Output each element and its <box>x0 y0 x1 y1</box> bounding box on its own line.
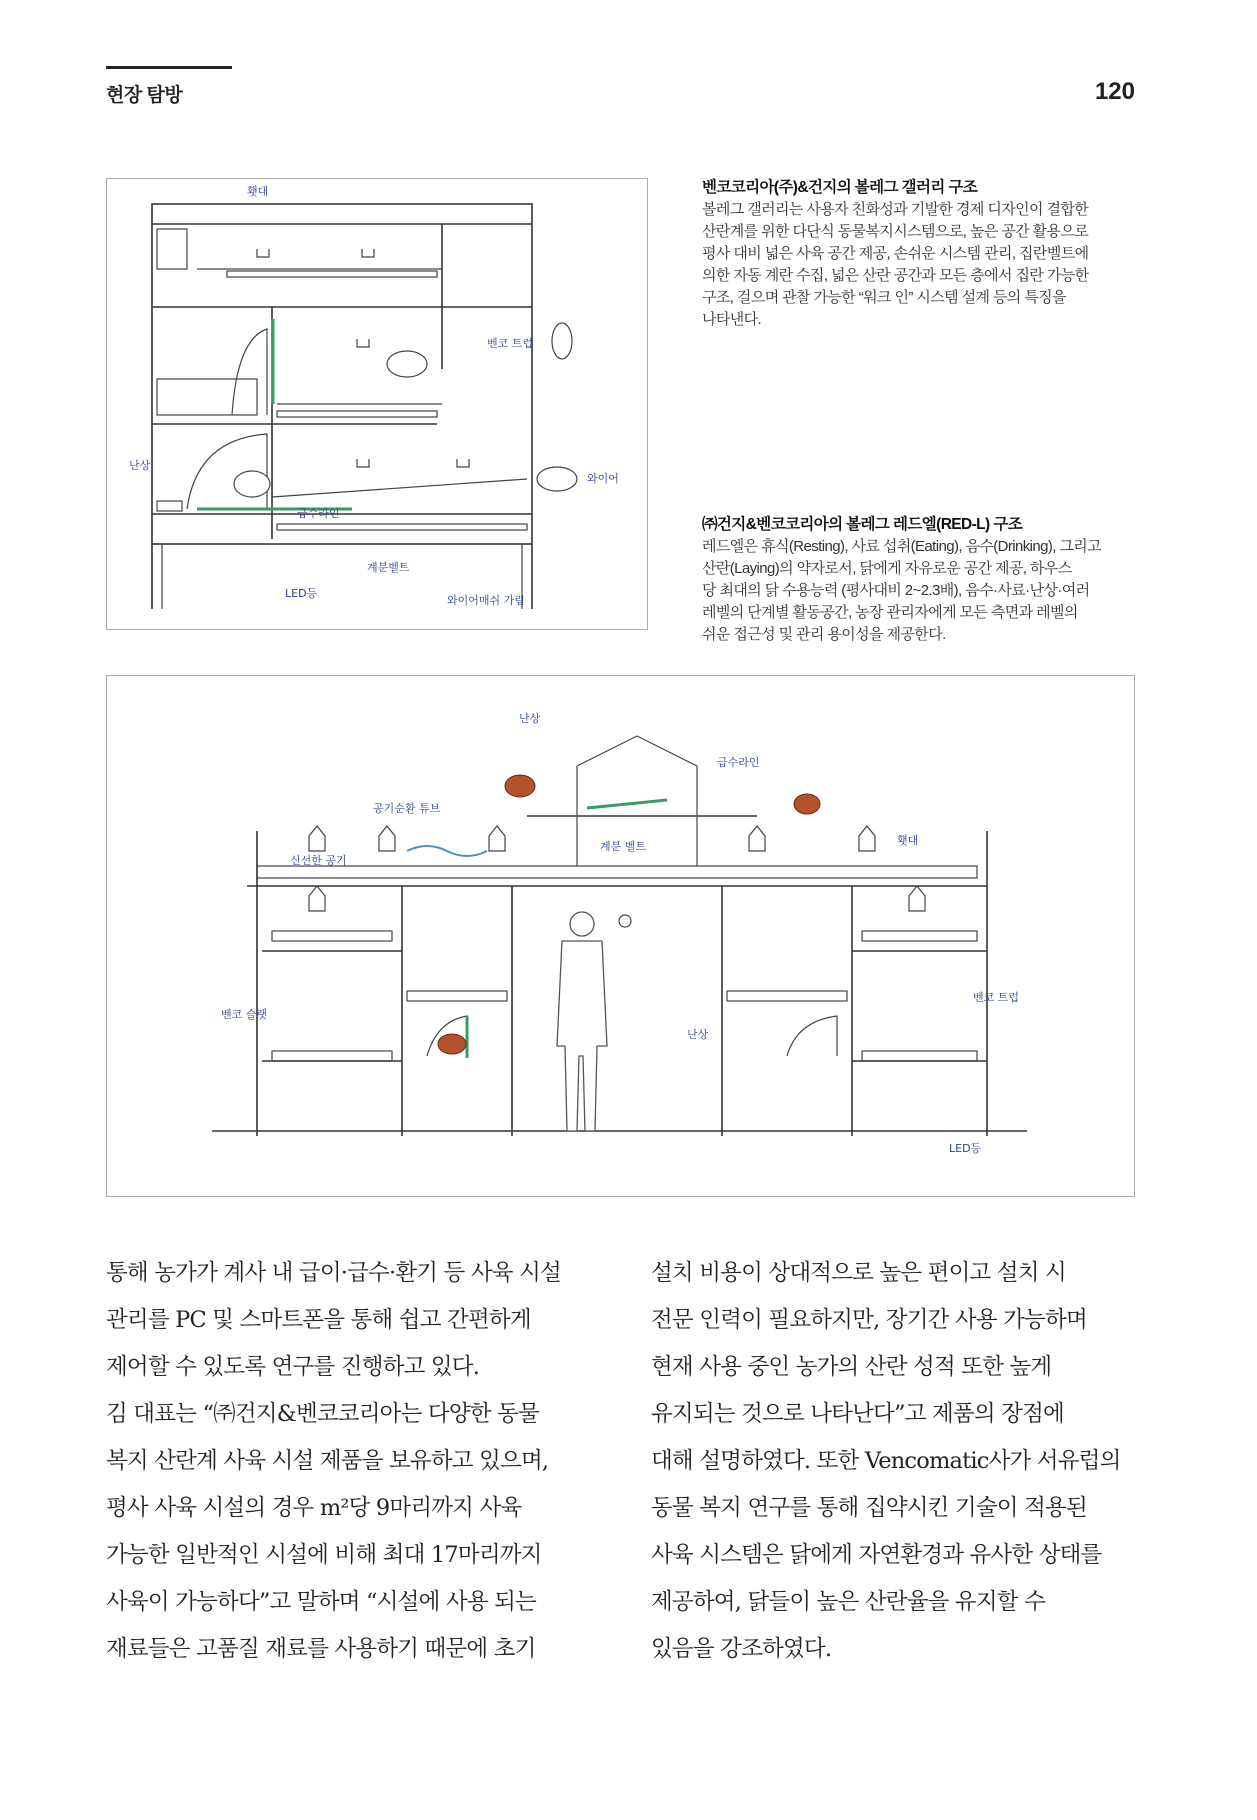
label-led: LED등 <box>285 587 318 600</box>
label-air-tube: 공기순환 튜브 <box>373 802 441 815</box>
caption-line: 산란(Laying)의 약자로서, 닭에게 자유로운 공간 제공, 하우스 <box>702 560 1072 577</box>
label-trough: 벤코 트럽 <box>487 337 534 350</box>
body-line: 제어할 수 있도록 연구를 진행하고 있다. <box>106 1354 480 1380</box>
label-manure-belt: 계분 벨트 <box>600 840 647 853</box>
caption-line: 평사 대비 넓은 사육 공간 제공, 손쉬운 시스템 관리, 집란벨트에 <box>702 245 1089 262</box>
body-line: 있음을 강조하였다. <box>651 1636 832 1662</box>
body-column-left <box>106 1250 626 1673</box>
body-line: 재료들은 고품질 재료를 사용하기 때문에 초기 <box>106 1636 536 1662</box>
caption-line: 산란계를 위한 다단식 동물복지시스템으로, 높은 공간 활용으로 <box>702 223 1089 240</box>
body-line: 설치 비용이 상대적으로 높은 편이고 설치 시 <box>651 1260 1066 1286</box>
label-nest-top: 난상 <box>519 712 541 725</box>
caption-line: 레드엘은 휴식(Resting), 사료 섭취(Eating), 음수(Drinking), 그리고 <box>702 538 1102 555</box>
redl-structure-drawing <box>107 676 1134 1196</box>
label-trough: 벤코 트럽 <box>973 991 1020 1004</box>
caption-line: 볼레그 갤러리는 사용자 친화성과 기발한 경제 디자인이 결합한 <box>702 201 1089 218</box>
body-line: 현재 사용 중인 농가의 산란 성적 또한 높게 <box>651 1354 1052 1380</box>
label-wire: 와이어 <box>587 472 619 485</box>
label-perch: 횃대 <box>897 834 919 847</box>
body-line: 평사 사육 시설의 경우 m²당 9마리까지 사육 <box>106 1495 522 1521</box>
figure-gallery-diagram <box>106 178 648 630</box>
page-number: 120 <box>1094 78 1135 105</box>
section-title: 현장 탐방 <box>106 85 183 106</box>
body-line: 가능한 일반적인 시설에 비해 최대 17마리까지 <box>106 1542 542 1568</box>
body-line: 김 대표는 “㈜건지&벤코코리아는 다양한 동물 <box>106 1401 539 1427</box>
label-water-line: 급수라인 <box>297 507 340 520</box>
body-line: 통해 농가가 계사 내 급이·급수·환기 등 사육 시설 <box>106 1260 561 1286</box>
body-line: 제공하여, 닭들이 높은 산란율을 유지할 수 <box>651 1589 1046 1615</box>
label-led: LED등 <box>949 1142 982 1155</box>
body-line: 사육이 가능하다”고 말하며 “시설에 사용 되는 <box>106 1589 536 1615</box>
body-line: 유지되는 것으로 나타난다”고 제품의 장점에 <box>651 1401 1064 1427</box>
gallery-structure-drawing <box>107 179 647 629</box>
caption-gallery-title: 벤코코리아(주)&건지의 볼레그 갤러리 구조 <box>702 179 978 196</box>
body-column-right <box>651 1250 1151 1673</box>
caption-line: 의한 자동 계란 수집, 넓은 산란 공간과 모든 층에서 집란 가능한 <box>702 267 1089 284</box>
caption-redl <box>702 514 1142 646</box>
caption-line: 쉬운 접근성 및 관리 용이성을 제공한다. <box>702 626 946 643</box>
body-line: 관리를 PC 및 스마트폰을 통해 쉽고 간편하게 <box>106 1307 531 1333</box>
label-perch: 횃대 <box>247 185 269 198</box>
body-line: 사육 시스템은 닭에게 자연환경과 유사한 상태를 <box>651 1542 1102 1568</box>
caption-line: 나타낸다. <box>702 311 762 328</box>
header-rule <box>106 66 232 69</box>
label-nest: 난상 <box>129 459 151 472</box>
caption-line: 구조, 걸으며 관찰 가능한 “워크 인” 시스템 설계 등의 특징을 <box>702 289 1066 306</box>
label-wire-mesh: 와이어매쉬 가림 <box>447 594 525 607</box>
body-line: 전문 인력이 필요하지만, 장기간 사용 가능하며 <box>651 1307 1087 1333</box>
caption-line: 레벨의 단계별 활동공간, 농장 관리자에게 모든 측면과 레벨의 <box>702 604 1078 621</box>
caption-redl-title: ㈜건지&벤코코리아의 볼레그 레드엘(RED-L) 구조 <box>702 516 1023 533</box>
caption-line: 당 최대의 닭 수용능력 (평사대비 2~2.3배), 음수·사료·난상·여러 <box>702 582 1090 599</box>
caption-gallery <box>702 177 1142 331</box>
body-line: 동물 복지 연구를 통해 집약시킨 기술이 적용된 <box>651 1495 1087 1521</box>
label-slat: 벤코 슬랫 <box>221 1008 268 1021</box>
label-nest-bottom: 난상 <box>687 1028 709 1041</box>
label-fresh-air: 신선한 공기 <box>290 854 347 867</box>
figure-redl-diagram <box>106 675 1135 1197</box>
body-line: 대해 설명하였다. 또한 Vencomatic사가 서유럽의 <box>651 1448 1121 1474</box>
label-water-line: 급수라인 <box>717 756 760 769</box>
body-line: 복지 산란계 사육 시설 제품을 보유하고 있으며, <box>106 1448 549 1474</box>
label-manure-belt: 계분벨트 <box>367 561 410 574</box>
